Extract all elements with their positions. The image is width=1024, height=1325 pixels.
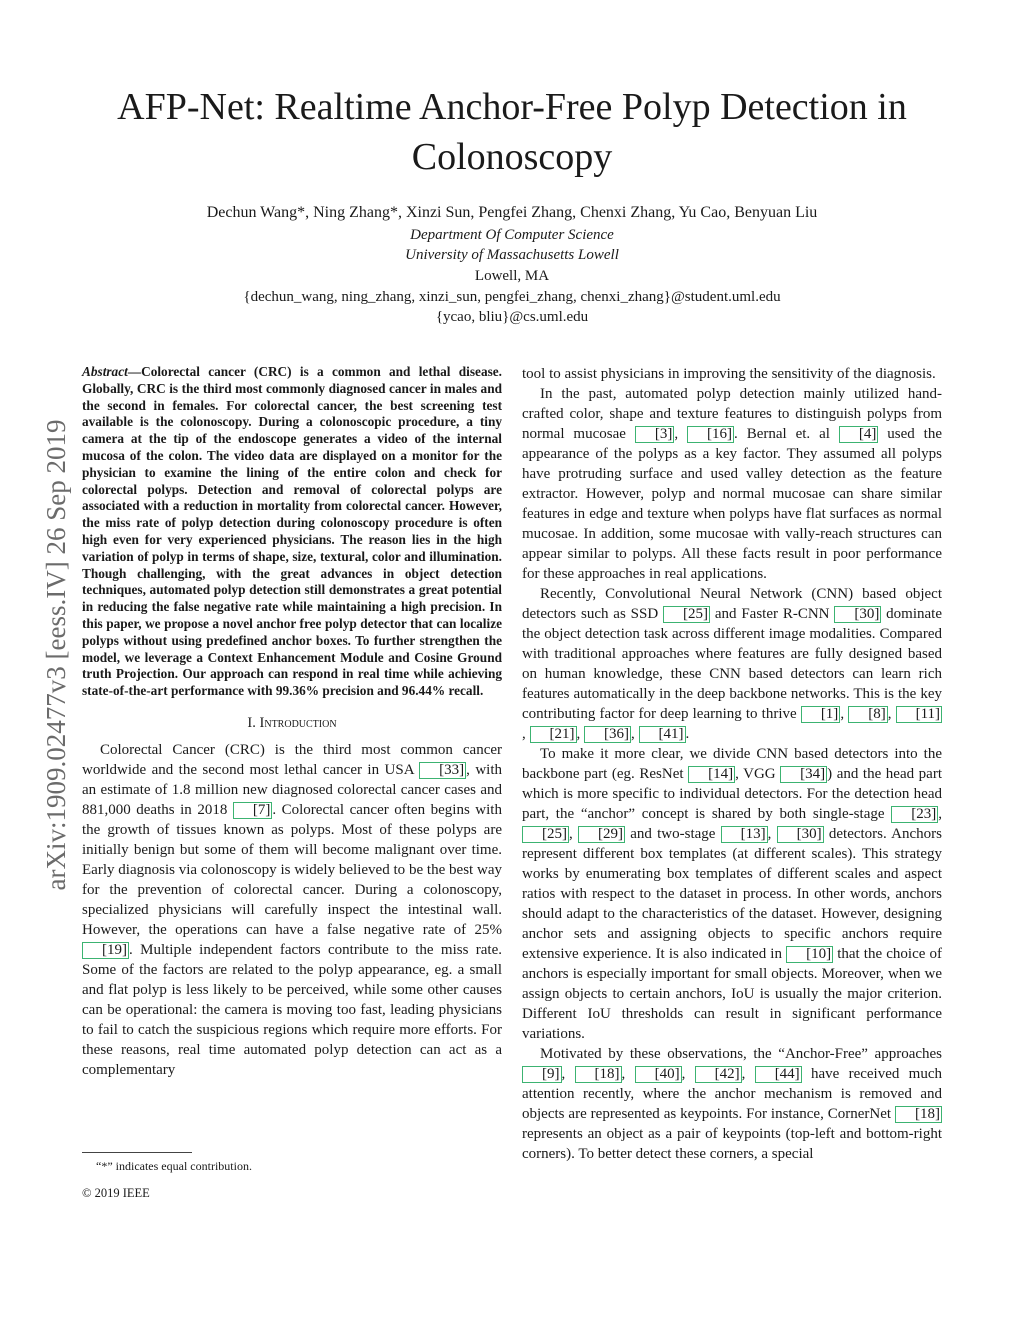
text-run: , <box>681 1066 695 1082</box>
citation-link[interactable]: [40] <box>635 1066 682 1083</box>
citation-link[interactable]: [30] <box>834 606 881 623</box>
text-run: , <box>767 826 777 842</box>
university: University of Massachusetts Lowell <box>405 247 619 263</box>
text-run: , <box>887 706 896 722</box>
text-run: To make it more clear, we divide CNN based detectors into the backbone part (eg. ResNet <box>522 746 942 782</box>
paragraph-cnn-detectors <box>522 584 942 744</box>
text-run: In the past, automated polyp detection mainly utilized hand-crafted color, shape and texture features to distinguish polyps from normal mucosae <box>522 386 942 442</box>
left-column <box>82 364 502 1080</box>
email-line-students: {dechun_wang, ning_zhang, xinzi_sun, pengfei_zhang, chenxi_zhang}@student.uml.edu <box>243 289 781 305</box>
citation-link[interactable]: [13] <box>721 826 768 843</box>
citation-link[interactable]: [8] <box>848 706 888 723</box>
citation-link[interactable]: [36] <box>584 726 631 743</box>
citation-link[interactable]: [7] <box>233 802 273 819</box>
text-run: . Bernal et. al <box>734 426 839 442</box>
text-run: . <box>685 726 690 742</box>
email-line-faculty: {ycao, bliu}@cs.uml.edu <box>435 309 589 325</box>
text-run: Recently, Convolutional Neural Network (CNN) based object detectors such as SSD <box>522 586 942 622</box>
text-run: . Colorectal cancer often begins with the growth of tissues known as polyps. Most of these polyps are initially benign but some of them will become malignant over time. Early diagnosis via colonoscopy is widely believed to be the best way for the prevention of colorectal cancer. During a colonoscopy, specialized physicians will carefully inspect the intestinal wall. However, the operations can have a false negative rate of 25% <box>82 801 502 938</box>
text-run: Colorectal Cancer (CRC) is the third most common cancer worldwide and the second most lethal cancer in USA <box>82 741 502 778</box>
paragraph-anchor-detectors <box>522 744 942 1044</box>
citation-link[interactable]: [29] <box>578 826 625 843</box>
text-run: detectors. Anchors represent different box templates (at different scales). This strategy works by enumerating box templates of different scales and aspect ratios with respect to the dataset in process. In other words, anchors should adapt to the characteristics of the dataset. However, designing anchor sets and assigning objects to specific anchors require extensive experience. It is also indicated in <box>522 826 942 962</box>
text-run: , <box>621 1066 635 1082</box>
author-list: Dechun Wang*, Ning Zhang*, Xinzi Sun, Pengfei Zhang, Chenxi Zhang, Yu Cao, Benyuan Liu <box>206 204 818 221</box>
text-run: . Multiple independent factors contribute to the miss rate. Some of the factors are related to the polyp appearance, eg. a small and flat polyp is less likely to be perceived, while some other causes can be operational: the camera is moving too fast, leading physicians to fail to catch the suspicious regions which require more efforts. For these reasons, real time automated polyp detection can act as a complementary <box>82 941 502 1078</box>
abstract <box>82 364 502 700</box>
citation-link[interactable]: [16] <box>687 426 734 443</box>
citation-link[interactable]: [14] <box>688 766 735 783</box>
abstract-label: Abstract <box>82 364 128 379</box>
copyright-notice: © 2019 IEEE <box>82 1186 150 1200</box>
citation-link[interactable]: [4] <box>839 426 879 443</box>
citation-link[interactable]: [19] <box>82 942 129 959</box>
text-run: dominate the object detection task across different image modalities. Compared with traditional approaches where features are fully designed based on human knowledge, these CNN based detectors can learn rich features automatically in the deep backbone networks. This is the key contributing factor for deep learning to thrive <box>522 606 942 722</box>
location: Lowell, MA <box>474 268 550 284</box>
citation-link[interactable]: [21] <box>530 726 577 743</box>
citation-link[interactable]: [30] <box>777 826 824 843</box>
paper-title: AFP-Net: Realtime Anchor-Free Polyp Detection in Colonoscopy <box>117 86 907 178</box>
abstract-dash: — <box>127 364 142 379</box>
citation-link[interactable]: [18] <box>895 1106 942 1123</box>
text-run: , <box>674 426 688 442</box>
text-run: , <box>561 1066 575 1082</box>
text-run: , VGG <box>735 766 781 782</box>
paragraph-continuation: tool to assist physicians in improving the sensitivity of the diagnosis. <box>522 366 936 382</box>
citation-link[interactable]: [18] <box>575 1066 622 1083</box>
text-run: , with an estimate of 1.8 million new diagnosed colorectal cancer cases and 881,000 deaths in 2018 <box>82 761 502 818</box>
text-run: , <box>576 726 584 742</box>
department: Department Of Computer Science <box>410 227 614 243</box>
citation-link[interactable]: [41] <box>639 726 686 743</box>
paragraph-intro <box>82 740 502 1080</box>
text-run: used the appearance of the polyps as a key factor. They assumed all polyps have protruding surface and used valley detection as the feature extractor. However, polyp and normal mucosae can share similar features in edge and texture when polyps have flat surfaces as normal mucosae. In addition, some mucosae with vally-reach structures can appear similar to polyps. All these facts result in poor performance for these approaches in real applications. <box>522 426 943 582</box>
text-run: and Faster R-CNN <box>710 606 835 622</box>
citation-link[interactable]: [25] <box>522 826 569 843</box>
section-heading-introduction <box>82 714 502 732</box>
section-title: Introduction <box>259 714 337 731</box>
citation-link[interactable]: [11] <box>896 706 942 723</box>
section-number: I. <box>247 714 256 731</box>
text-run: that the choice of anchors is especially important for small objects. Moreover, when we assign objects to certain anchors, IoU is usually the major criterion. Different IoU thresholds can result in significant performance variations. <box>522 946 942 1042</box>
text-run: represents an object as a pair of keypoints (top-left and bottom-right corners). To better detect these corners, a special <box>522 1126 942 1162</box>
arxiv-identifier: arXiv:1909.02477v3 [eess.IV] 26 Sep 2019 <box>41 419 71 891</box>
text-run: , <box>569 826 578 842</box>
text-run: , <box>522 726 530 742</box>
footnote: “*” indicates equal contribution. <box>96 1159 252 1173</box>
paragraph-anchor-free <box>522 1044 942 1164</box>
citation-link[interactable]: [23] <box>891 806 938 823</box>
citation-link[interactable]: [34] <box>780 766 827 783</box>
abstract-text: Colorectal cancer (CRC) is a common and lethal disease. Globally, CRC is the third most commonly diagnosed cancer in males and the second in females. For colorectal cancer, the best screening test available is the colonoscopy. During a colonoscopic procedure, a tiny camera at the tip of the endoscope generates a video of the internal mucosa of the colon. The video data are displayed on a monitor for the physician to examine the lining of the entire colon and check for colorectal polyps. Detection and removal of colorectal polyps are associated with a reduction in mortality from colorectal cancer. However, the miss rate of polyp detection during colonoscopy procedure is often high even for very experienced physicians. The reason lies in the high variation of polyp in terms of shape, size, textural, color and illumination. Though challenging, with the great advances in object detection techniques, automated polyp detection still demonstrates a great potential in reducing the false negative rate while maintaining a high precision. In this paper, we propose a novel anchor free polyp detector that can localize polyps without using predefined anchor boxes. To further strengthen the model, we leverage a Context Enhancement Module and Cosine Ground truth Projection. Our approach can respond in real time while achieving state-of-the-art performance with 99.36% precision and 96.44% recall. <box>82 364 502 699</box>
citation-link[interactable]: [33] <box>419 762 466 779</box>
text-run: ) and the head part which is more specific to individual detectors. For the detection head part, the “anchor” concept is shared by both single-stage <box>522 766 942 822</box>
text-run: , <box>938 806 942 822</box>
text-run: , <box>631 726 639 742</box>
text-run: and two-stage <box>624 826 721 842</box>
citation-link[interactable]: [1] <box>801 706 841 723</box>
citation-link[interactable]: [9] <box>522 1066 562 1083</box>
citation-link[interactable]: [3] <box>635 426 675 443</box>
text-run: , <box>741 1066 755 1082</box>
citation-link[interactable]: [25] <box>663 606 710 623</box>
footnote-divider <box>82 1152 192 1153</box>
text-run: , <box>840 706 849 722</box>
paragraph-past-approaches <box>522 384 942 584</box>
citation-link[interactable]: [42] <box>695 1066 742 1083</box>
right-column <box>522 364 942 1164</box>
citation-link[interactable]: [44] <box>755 1066 802 1083</box>
text-run: Motivated by these observations, the “Anchor-Free” approaches <box>540 1046 942 1062</box>
text-run: have received much attention recently, where the anchor mechanism is removed and objects are represented as keypoints. For instance, CornerNet <box>522 1066 943 1122</box>
citation-link[interactable]: [10] <box>786 946 833 963</box>
